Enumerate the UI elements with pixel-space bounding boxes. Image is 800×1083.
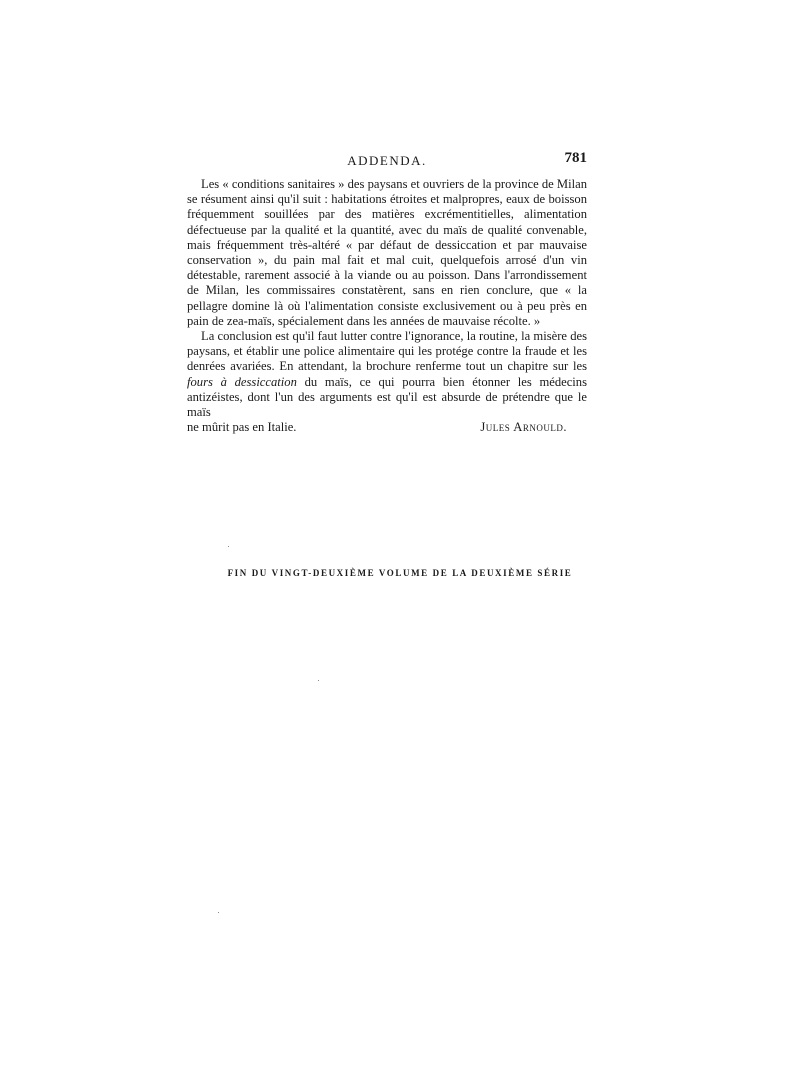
running-title: ADDENDA. xyxy=(347,153,427,168)
author-signature: Jules Arnould. xyxy=(480,420,567,435)
page-number: 781 xyxy=(564,150,587,166)
signature-line xyxy=(187,420,587,435)
paper-speck xyxy=(228,546,229,547)
paragraph-1: Les « conditions sanitaires » des paysans et ouvriers de la province de Milan se résument ainsi qu'il suit : habitations étroites et malpropres, eaux de boisson fréquemment souillées par des matières excrémentitielles, alimentation défectueuse par la qualité et la quantité, avec du maïs de qualité convenable, mais fréquemment très-altéré « par défaut de dessiccation et par mauvaise conservation », du pain mal fait et mal cuit, quelquefois arrosé d'un vin détestable, rarement associé à la viande ou au poisson. Dans l'arrondissement de Milan, les commissaires constatèrent, sans en rien conclure, que « la pellagre domine là où l'alimentation consiste exclusivement ou à peu près en pain de zea-maïs, spécialement dans les années de mauvaise récolte. » xyxy=(187,177,587,328)
paragraph-2 xyxy=(187,329,587,420)
paragraph-2-text-b: du maïs, ce qui pourra bien étonner les médecins antizéistes, dont l'un des arguments est qu'il est absurde de prétendre que le maïs xyxy=(187,374,588,420)
paper-speck xyxy=(318,680,319,681)
body-text xyxy=(187,177,587,435)
running-head xyxy=(187,150,587,170)
paragraph-2-last-line: ne mûrit pas en Italie. xyxy=(187,420,297,435)
volume-end-note: FIN DU VINGT-DEUXIÈME VOLUME DE LA DEUXIÈME SÉRIE xyxy=(227,568,573,578)
paragraph-2-italic: fours à dessiccation xyxy=(187,374,297,389)
paper-speck xyxy=(218,912,219,913)
paragraph-2-text-a: La conclusion est qu'il faut lutter contre l'ignorance, la routine, la misère des paysans, et établir une police alimentaire qui les protége contre la fraude et les denrées avariées. En attendant, la brochure renferme tout un chapitre sur les xyxy=(187,329,587,374)
